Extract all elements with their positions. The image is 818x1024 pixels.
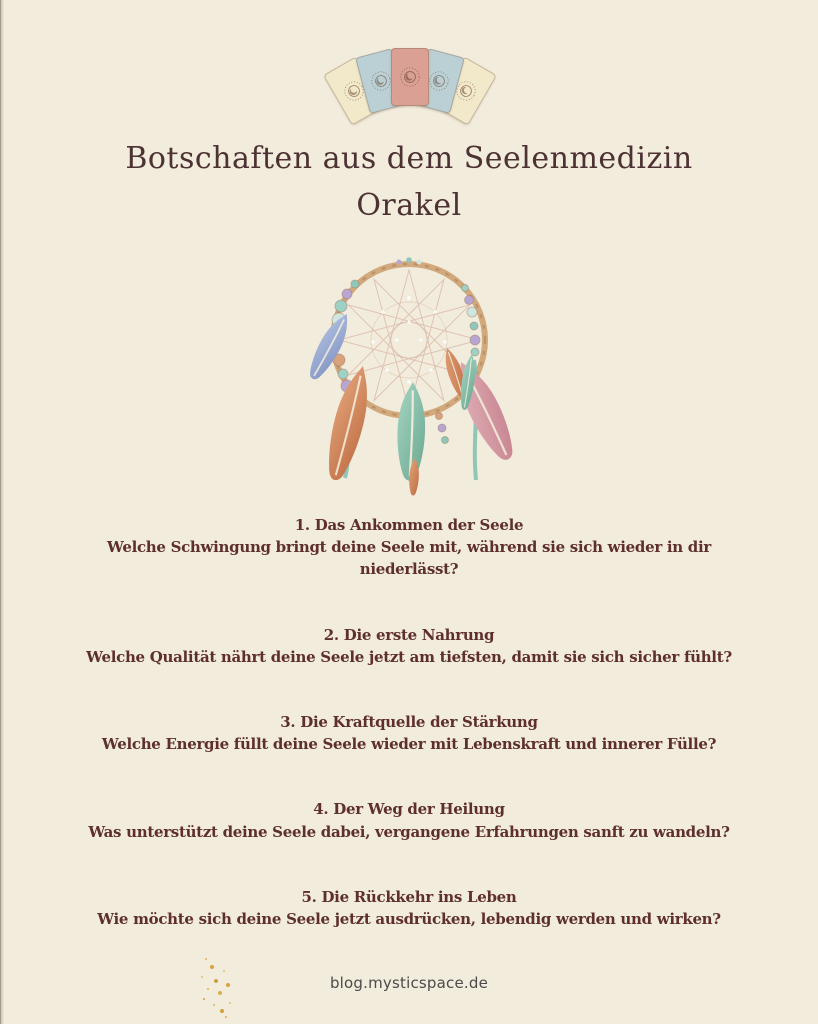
question-text: Welche Energie füllt deine Seele wieder mit Lebenskraft und innerer Fülle? bbox=[101, 735, 717, 754]
question-title: 4. Der Weg der Heilung bbox=[313, 800, 505, 819]
question-title: 2. Die erste Nahrung bbox=[323, 625, 495, 644]
oracle-card-icon bbox=[391, 48, 429, 106]
page-title: Botschaften aus dem Seelenmedizin Orakel bbox=[125, 141, 693, 223]
question-text: Welche Qualität nährt deine Seele jetzt am tiefsten, damit sie sich sicher fühlt? bbox=[86, 647, 732, 666]
question-title: 1. Das Ankommen der Seele bbox=[294, 516, 524, 534]
gold-glitter-sparkles bbox=[205, 958, 207, 960]
dreamcatcher-icon bbox=[289, 250, 529, 496]
question-text: Wie möchte sich deine Seele jetzt ausdrücken, lebendig werden und wirken? bbox=[97, 909, 721, 928]
question-block-2 bbox=[69, 624, 749, 668]
question-block-3 bbox=[69, 711, 749, 755]
question-text: Welche Schwingung bringt deine Seele mit, während sie sich wieder in dir niederlässt? bbox=[107, 538, 711, 579]
question-block-1 bbox=[69, 514, 749, 581]
dreamcatcher-illustration bbox=[289, 250, 529, 500]
footer-site-url: blog.mysticspace.de bbox=[329, 974, 489, 992]
oracle-cards-fan-icon bbox=[333, 46, 485, 122]
question-list bbox=[69, 514, 749, 930]
left-edge-shadow bbox=[0, 0, 4, 1024]
sun-moon-icon bbox=[397, 64, 423, 90]
question-title: 3. Die Kraftquelle der Stärkung bbox=[280, 712, 538, 731]
question-block-5 bbox=[69, 886, 749, 930]
question-block-4 bbox=[69, 798, 749, 842]
question-text: Was unterstützt deine Seele dabei, vergangene Erfahrungen sanft zu wandeln? bbox=[88, 822, 730, 841]
question-title: 5. Die Rückkehr ins Leben bbox=[301, 887, 517, 906]
